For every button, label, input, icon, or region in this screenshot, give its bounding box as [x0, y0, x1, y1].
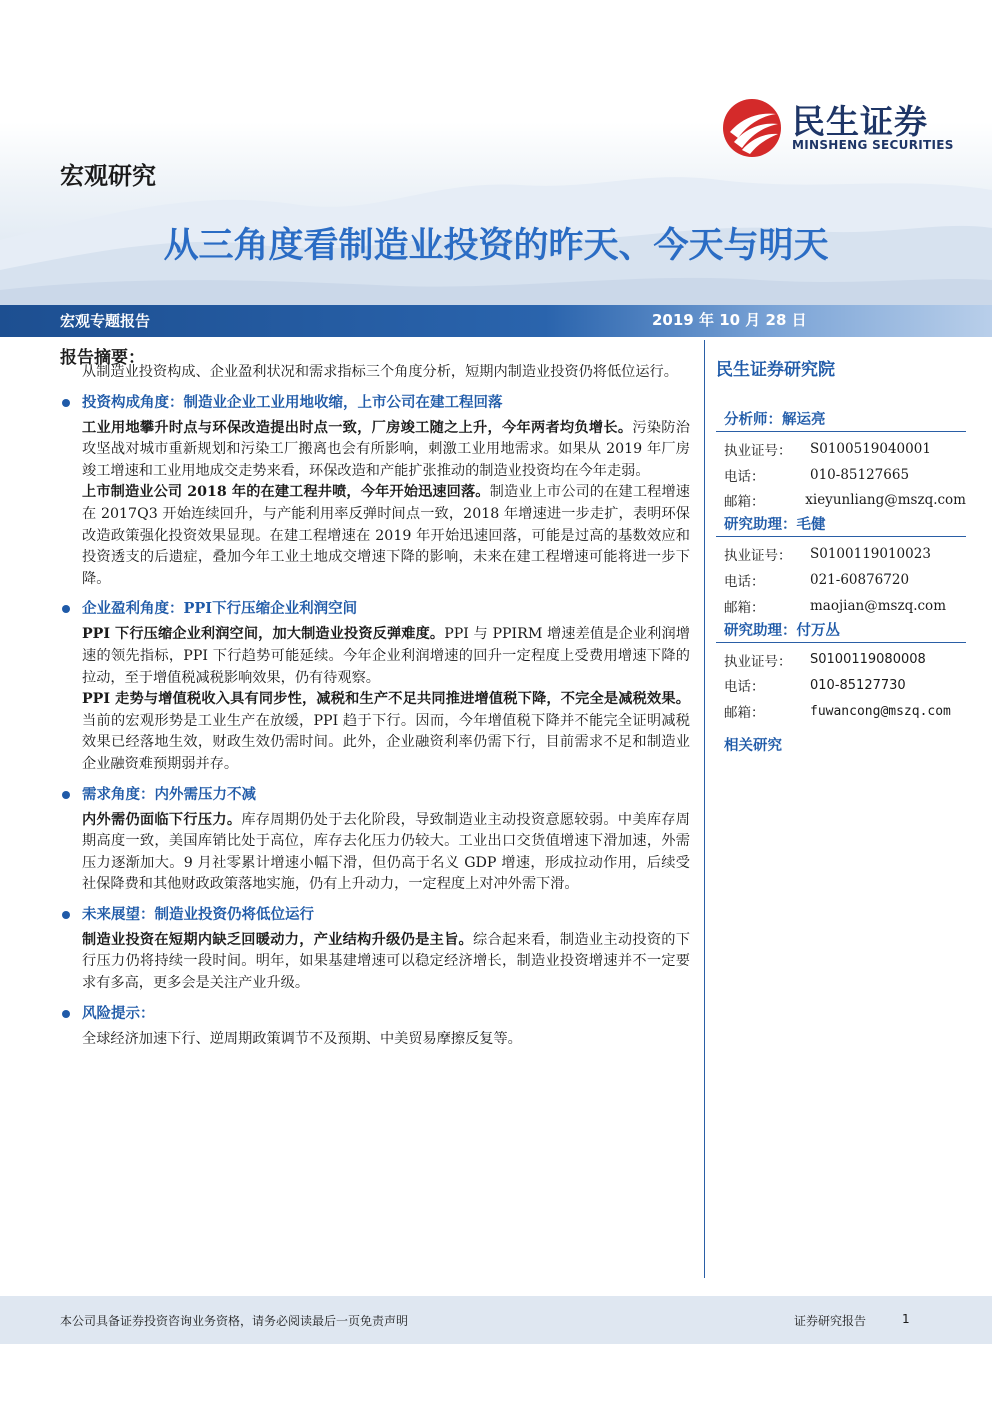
report-title: 从三角度看制造业投资的昨天、今天与明天	[163, 226, 829, 266]
analyst-row: 电话： 021-60876720	[724, 572, 910, 591]
section-heading: 需求角度：内外需压力不减	[60, 784, 690, 805]
analyst-row: 电话： 010-85127730	[724, 677, 906, 696]
analyst-row: 执业证号： S0100119010023	[724, 546, 931, 565]
analyst-sidebar	[716, 355, 966, 761]
analyst-row: 执业证号： S0100519040001	[724, 440, 931, 459]
analyst-email[interactable]: 邮箱： fuwancong@mszq.com	[724, 703, 951, 722]
analyst-email[interactable]: 邮箱： maojian@mszq.com	[724, 597, 946, 616]
assistant-role: 研究助理：付万丛	[716, 619, 966, 643]
bullet-dot-icon	[62, 1010, 70, 1018]
analyst-row: 电话： 010-85127665	[724, 466, 910, 485]
analyst-email[interactable]: 邮箱： xieyunliang@mszq.com	[724, 492, 966, 511]
section-paragraph: 工业用地攀升时点与环保改造提出时点一致，厂房竣工随之上升，今年两者均负增长。污染防治攻坚战对城市重新规划和污染工厂搬离也会有所影响，刺激工业用地需求。如果从 2019 年厂房竣工增速和工业用地成交走势来看，环保改造和产能扩张推动的制造业投资均在今年走弱。	[82, 419, 690, 479]
section-heading: 投资构成角度：制造业企业工业用地收缩，上市公司在建工程回落	[60, 392, 690, 413]
bullet-dot-icon	[62, 399, 70, 407]
logo-english-name: MINSHENG SECURITIES	[792, 138, 954, 152]
section-label: 宏观研究	[60, 162, 156, 190]
analyst-row: 执业证号： S0100119080008	[724, 652, 926, 670]
section-paragraph: 制造业投资在短期内缺乏回暖动力，产业结构升级仍是主旨。综合起来看，制造业主动投资的下行压力仍将持续一段时间。明年，如果基建增速可以稳定经济增长，制造业投资增速并不一定要求有多高，更多会是关注产业升级。	[82, 931, 690, 992]
report-type: 宏观专题报告	[60, 312, 151, 330]
institute-name: 民生证券研究院	[716, 360, 835, 380]
report-date: 2019 年 10 月 28 日	[652, 311, 807, 329]
assistant-role: 研究助理：毛健	[716, 513, 966, 537]
bullet-dot-icon	[62, 791, 70, 799]
column-divider	[704, 340, 705, 1278]
section-heading: 风险提示：	[60, 1003, 690, 1024]
bullet-dot-icon	[62, 911, 70, 919]
section-heading: 未来展望：制造业投资仍将低位运行	[60, 904, 690, 925]
section-paragraph: PPI 下行压缩企业利润空间，加大制造业投资反弹难度。PPI 与 PPIRM 增速差值是企业利润增速的领先指标，PPI 下行趋势可能延续。今年企业利润增速的回升一定程度上受费用增速下降的拉动，至于增值税减税影响效果，仍有待观察。	[82, 626, 690, 686]
footer-label: 证券研究报告	[794, 1314, 867, 1328]
section-paragraph: 全球经济加速下行、逆周期政策调节不及预期、中美贸易摩擦反复等。	[82, 1030, 522, 1047]
section-paragraph: 上市制造业公司 2018 年的在建工程井喷，今年开始迅速回落。制造业上市公司的在建工程增速在 2017Q3 开始连续回升，与产能利用率反弹时间点一致，2018 年增速进一步走扩，表明环保改造政策强化投资效果显现。在建工程增速在 2019 年开始迅速回落，可能是过高的基数效应和投资透支的后遗症，叠加今年工业土地成交增速下降的影响，未来在建工程增速可能将进一步下降。	[82, 484, 690, 587]
abstract-intro: 从制造业投资构成、企业盈利状况和需求指标三个角度分析，短期内制造业投资仍将低位运行。	[82, 364, 678, 380]
analyst-role: 分析师：解运亮	[716, 408, 966, 432]
section-heading: 企业盈利角度：PPI下行压缩企业利润空间	[60, 598, 690, 619]
section-paragraph: PPI 走势与增值税收入具有同步性，减税和生产不足共同推进增值税下降，不完全是减税效果。当前的宏观形势是工业生产在放缓，PPI 趋于下行。因而，今年增值税下降并不能完全证明减税效果已经落地生效，财政生效仍需时间。此外，企业融资利率仍需下行，目前需求不足和制造业企业融资难预期弱并存。	[82, 691, 690, 772]
page-number: 1	[902, 1312, 910, 1326]
logo-chinese-name: 民生证券	[792, 102, 928, 141]
section-paragraph: 内外需仍面临下行压力。库存周期仍处于去化阶段，导致制造业主动投资意愿较弱。中美库存周期高度一致，美国库销比处于高位，库存去化压力仍较大。工业出口交货值增速下滑加速，外需压力逐渐加大。9 月社零累计增速小幅下滑，但仍高于名义 GDP 增速，形成拉动作用，后续受社保降费和其他财政政策落地实施，仍有上升动力，一定程度上对冲外需下滑。	[82, 811, 690, 893]
abstract-body	[60, 362, 690, 1050]
bullet-dot-icon	[62, 605, 70, 613]
footer-disclaimer: 本公司具备证券投资咨询业务资格，请务必阅读最后一页免责声明	[60, 1314, 409, 1328]
abstract-title: 报告摘要：	[60, 348, 145, 368]
related-research: 相关研究	[724, 737, 782, 755]
